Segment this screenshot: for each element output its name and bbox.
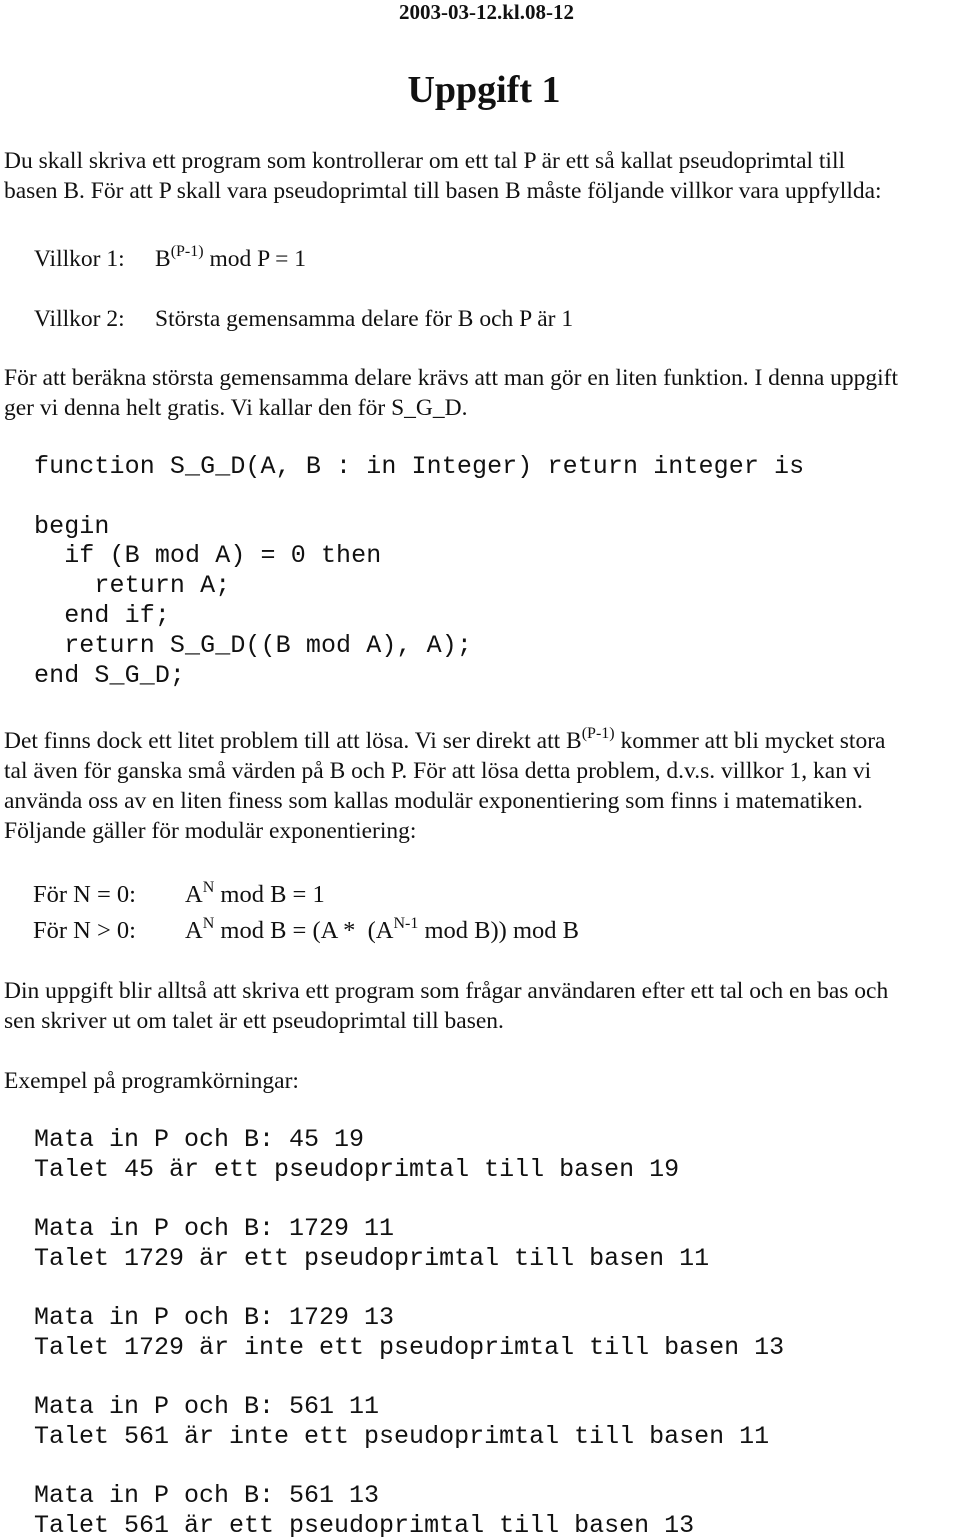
problem-line-1-start: Det finns dock ett litet problem till att lösa. Vi ser direkt att B — [4, 728, 582, 754]
example-result: Talet 1729 är inte ett pseudoprimtal till basen 13 — [34, 1332, 785, 1362]
problem-paragraph — [4, 726, 960, 846]
code-line: begin — [34, 511, 110, 541]
example-prompt: Mata in P och B: 1729 13 — [34, 1303, 395, 1332]
example-prompt: Mata in P och B: 561 11 — [34, 1392, 380, 1421]
document-reference: 2003-03-12.kl.08-12 — [399, 0, 574, 24]
task-line-1: Din uppgift blir alltså att skriva ett program som frågar användaren efter ett tal och en bas och — [4, 978, 889, 1004]
example-run-3 — [34, 1303, 784, 1362]
condition-1-rest: mod P = 1 — [203, 246, 307, 272]
code-line: end if; — [34, 600, 170, 630]
modexp-rule-1-formula — [185, 880, 325, 910]
modexp-rule-1-base: A — [185, 881, 203, 908]
example-run-1 — [34, 1125, 679, 1184]
code-listing — [34, 452, 804, 690]
example-prompt: Mata in P och B: 561 13 — [34, 1481, 380, 1510]
problem-exponent: (P-1) — [581, 725, 615, 742]
example-result: Talet 561 är inte ett pseudoprimtal till basen 11 — [34, 1421, 770, 1451]
code-line: function S_G_D(A, B : in Integer) return integer is — [34, 452, 805, 481]
code-line — [34, 482, 804, 512]
gcd-paragraph — [4, 363, 960, 423]
intro-line-1: Du skall skriva ett program som kontrollerar om ett tal P är ett så kallat pseudoprimtal till — [4, 148, 846, 174]
problem-line-4: Följande gäller för modulär exponentiering: — [4, 818, 417, 844]
condition-2-text: Största gemensamma delare för B och P är 1 — [155, 306, 574, 332]
problem-line-3: använda oss av en liten finess som kallas modulär exponentiering som finns i matematiken. — [4, 788, 863, 814]
modexp-rule-2-middle: mod B = (A * (A — [214, 917, 394, 944]
example-run-2 — [34, 1214, 709, 1273]
gcd-line-2: ger vi denna helt gratis. Vi kallar den för S_G_D. — [4, 395, 468, 421]
code-line: if (B mod A) = 0 then — [34, 541, 382, 571]
task-line-2: sen skriver ut om talet är ett pseudoprimtal till basen. — [4, 1008, 504, 1034]
code-line: return S_G_D((B mod A), A); — [34, 630, 472, 660]
condition-1-formula — [155, 244, 306, 274]
modexp-rule-2-inner-exponent: N-1 — [393, 915, 419, 932]
problem-line-1-end: kommer att bli mycket stora — [614, 728, 886, 754]
modexp-rule-2-exponent: N — [202, 915, 215, 932]
example-result: Talet 561 är ett pseudoprimtal till basen 13 — [34, 1510, 695, 1540]
code-line: return A; — [34, 571, 231, 601]
example-run-5 — [34, 1481, 694, 1540]
condition-1-label: Villkor 1: — [34, 246, 125, 272]
intro-paragraph — [4, 146, 960, 206]
examples-heading-text: Exempel på programkörningar: — [4, 1068, 299, 1094]
problem-line-1 — [4, 726, 960, 756]
modexp-rule-2-rest: mod B)) mod B — [418, 917, 579, 944]
example-prompt: Mata in P och B: 45 19 — [34, 1125, 365, 1154]
examples-heading — [4, 1066, 960, 1096]
condition-2-label: Villkor 2: — [34, 306, 125, 332]
condition-1-exponent: (P-1) — [170, 243, 204, 260]
page-title: Uppgift 1 — [407, 69, 561, 111]
example-run-4 — [34, 1392, 769, 1451]
condition-1-base: B — [155, 246, 171, 272]
example-result: Talet 1729 är ett pseudoprimtal till basen 11 — [34, 1243, 710, 1273]
modexp-rule-2-formula — [185, 916, 579, 946]
problem-line-2: tal även för ganska små värden på B och P. För att lösa detta problem, d.v.s. villkor 1, kan vi — [4, 758, 872, 784]
example-result: Talet 45 är ett pseudoprimtal till basen 19 — [34, 1154, 680, 1184]
modexp-rule-1-label: För N = 0: — [33, 881, 136, 908]
intro-line-2: basen B. För att P skall vara pseudoprimtal till basen B måste följande villkor vara uppfyllda: — [4, 178, 882, 204]
modexp-rule-1-exponent: N — [202, 879, 215, 896]
gcd-line-1: För att beräkna största gemensamma delare krävs att man gör en liten funktion. I denna uppgift — [4, 365, 899, 391]
modexp-rule-1-rest: mod B = 1 — [214, 881, 325, 908]
modexp-rule-2-base: A — [185, 917, 203, 944]
code-line: end S_G_D; — [34, 660, 186, 690]
modexp-rule-2-label: För N > 0: — [33, 917, 136, 944]
example-prompt: Mata in P och B: 1729 11 — [34, 1214, 395, 1243]
task-paragraph — [4, 976, 960, 1036]
